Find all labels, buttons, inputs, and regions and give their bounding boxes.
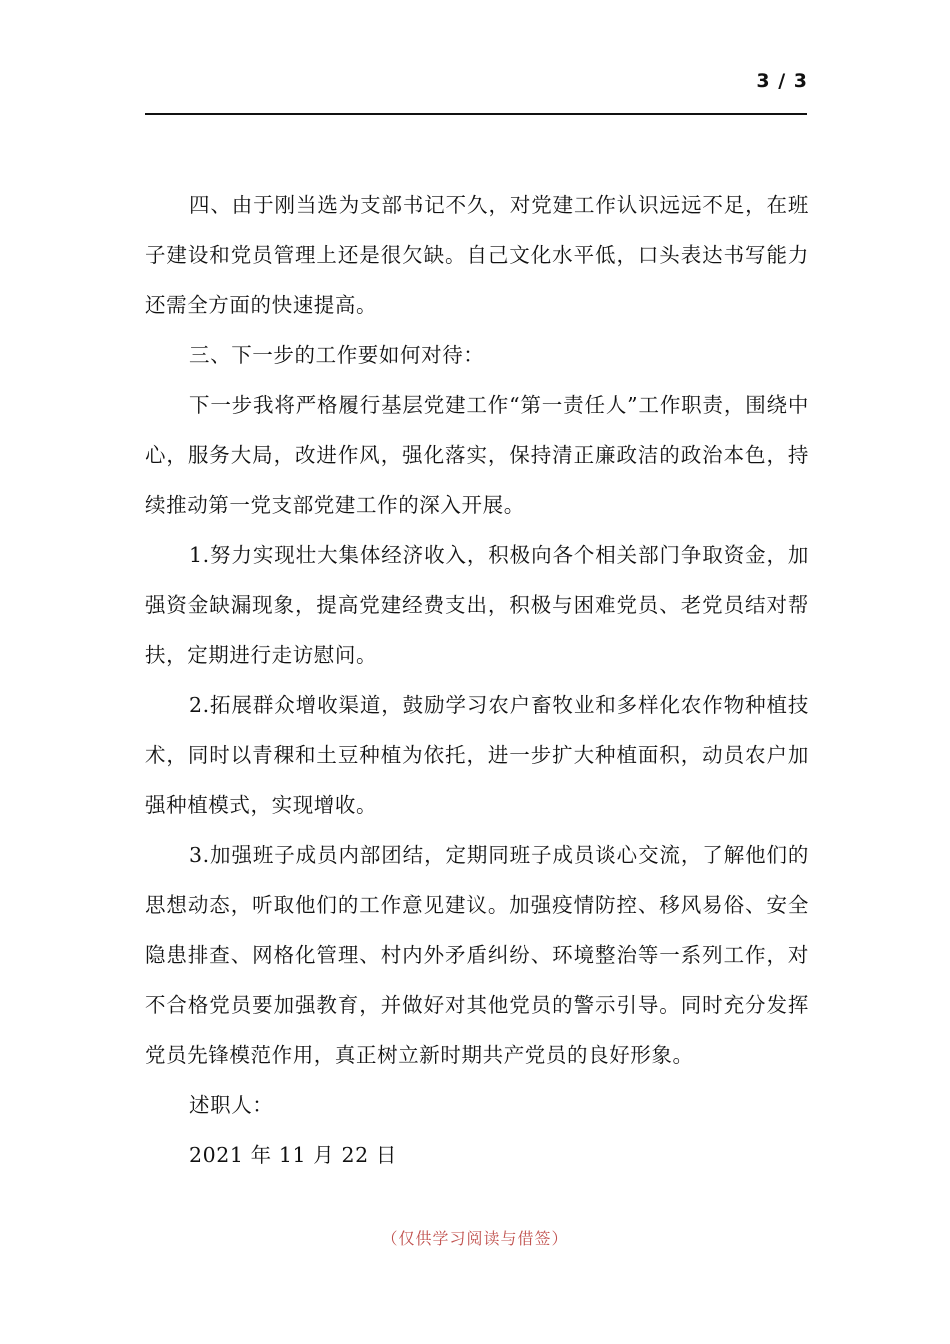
document-date: 2021 年 11 月 22 日: [189, 1143, 398, 1167]
document-body: [145, 180, 809, 1180]
header-rule: [145, 113, 807, 115]
paragraph-item-3: 3.加强班子成员内部团结，定期同班子成员谈心交流，了解他们的思想动态，听取他们的工作意见建议。加强疫情防控、移风易俗、安全隐患排查、网格化管理、村内外矛盾纠纷、环境整治等一系列工作，对不合格党员要加强教育，并做好对其他党员的警示引导。同时充分发挥党员先锋模范作用，真正树立新时期共产党员的良好形象。: [145, 843, 809, 1067]
paragraph-shortcoming-four: 四、由于刚当选为支部书记不久，对党建工作认识远远不足，在班子建设和党员管理上还是很欠缺。自己文化水平低，口头表达书写能力还需全方面的快速提高。: [145, 193, 809, 317]
paragraph-item-1: 1.努力实现壮大集体经济收入，积极向各个相关部门争取资金，加强资金缺漏现象，提高党建经费支出，积极与困难党员、老党员结对帮扶，定期进行走访慰问。: [145, 543, 809, 667]
page-number: 3 / 3: [756, 70, 808, 92]
section-heading-next-steps: 三、下一步的工作要如何对待：: [189, 343, 485, 367]
footer-note: （仅供学习阅读与借签）: [381, 1229, 569, 1248]
signature-label: 述职人：: [189, 1093, 274, 1117]
paragraph-next-steps-intro: 下一步我将严格履行基层党建工作“第一责任人”工作职责，围绕中心，服务大局，改进作风，强化落实，保持清正廉政洁的政治本色，持续推动第一党支部党建工作的深入开展。: [145, 393, 809, 517]
paragraph-item-2: 2.拓展群众增收渠道，鼓励学习农户畜牧业和多样化农作物种植技术，同时以青稞和土豆种植为依托，进一步扩大种植面积，动员农户加强种植模式，实现增收。: [145, 693, 809, 817]
